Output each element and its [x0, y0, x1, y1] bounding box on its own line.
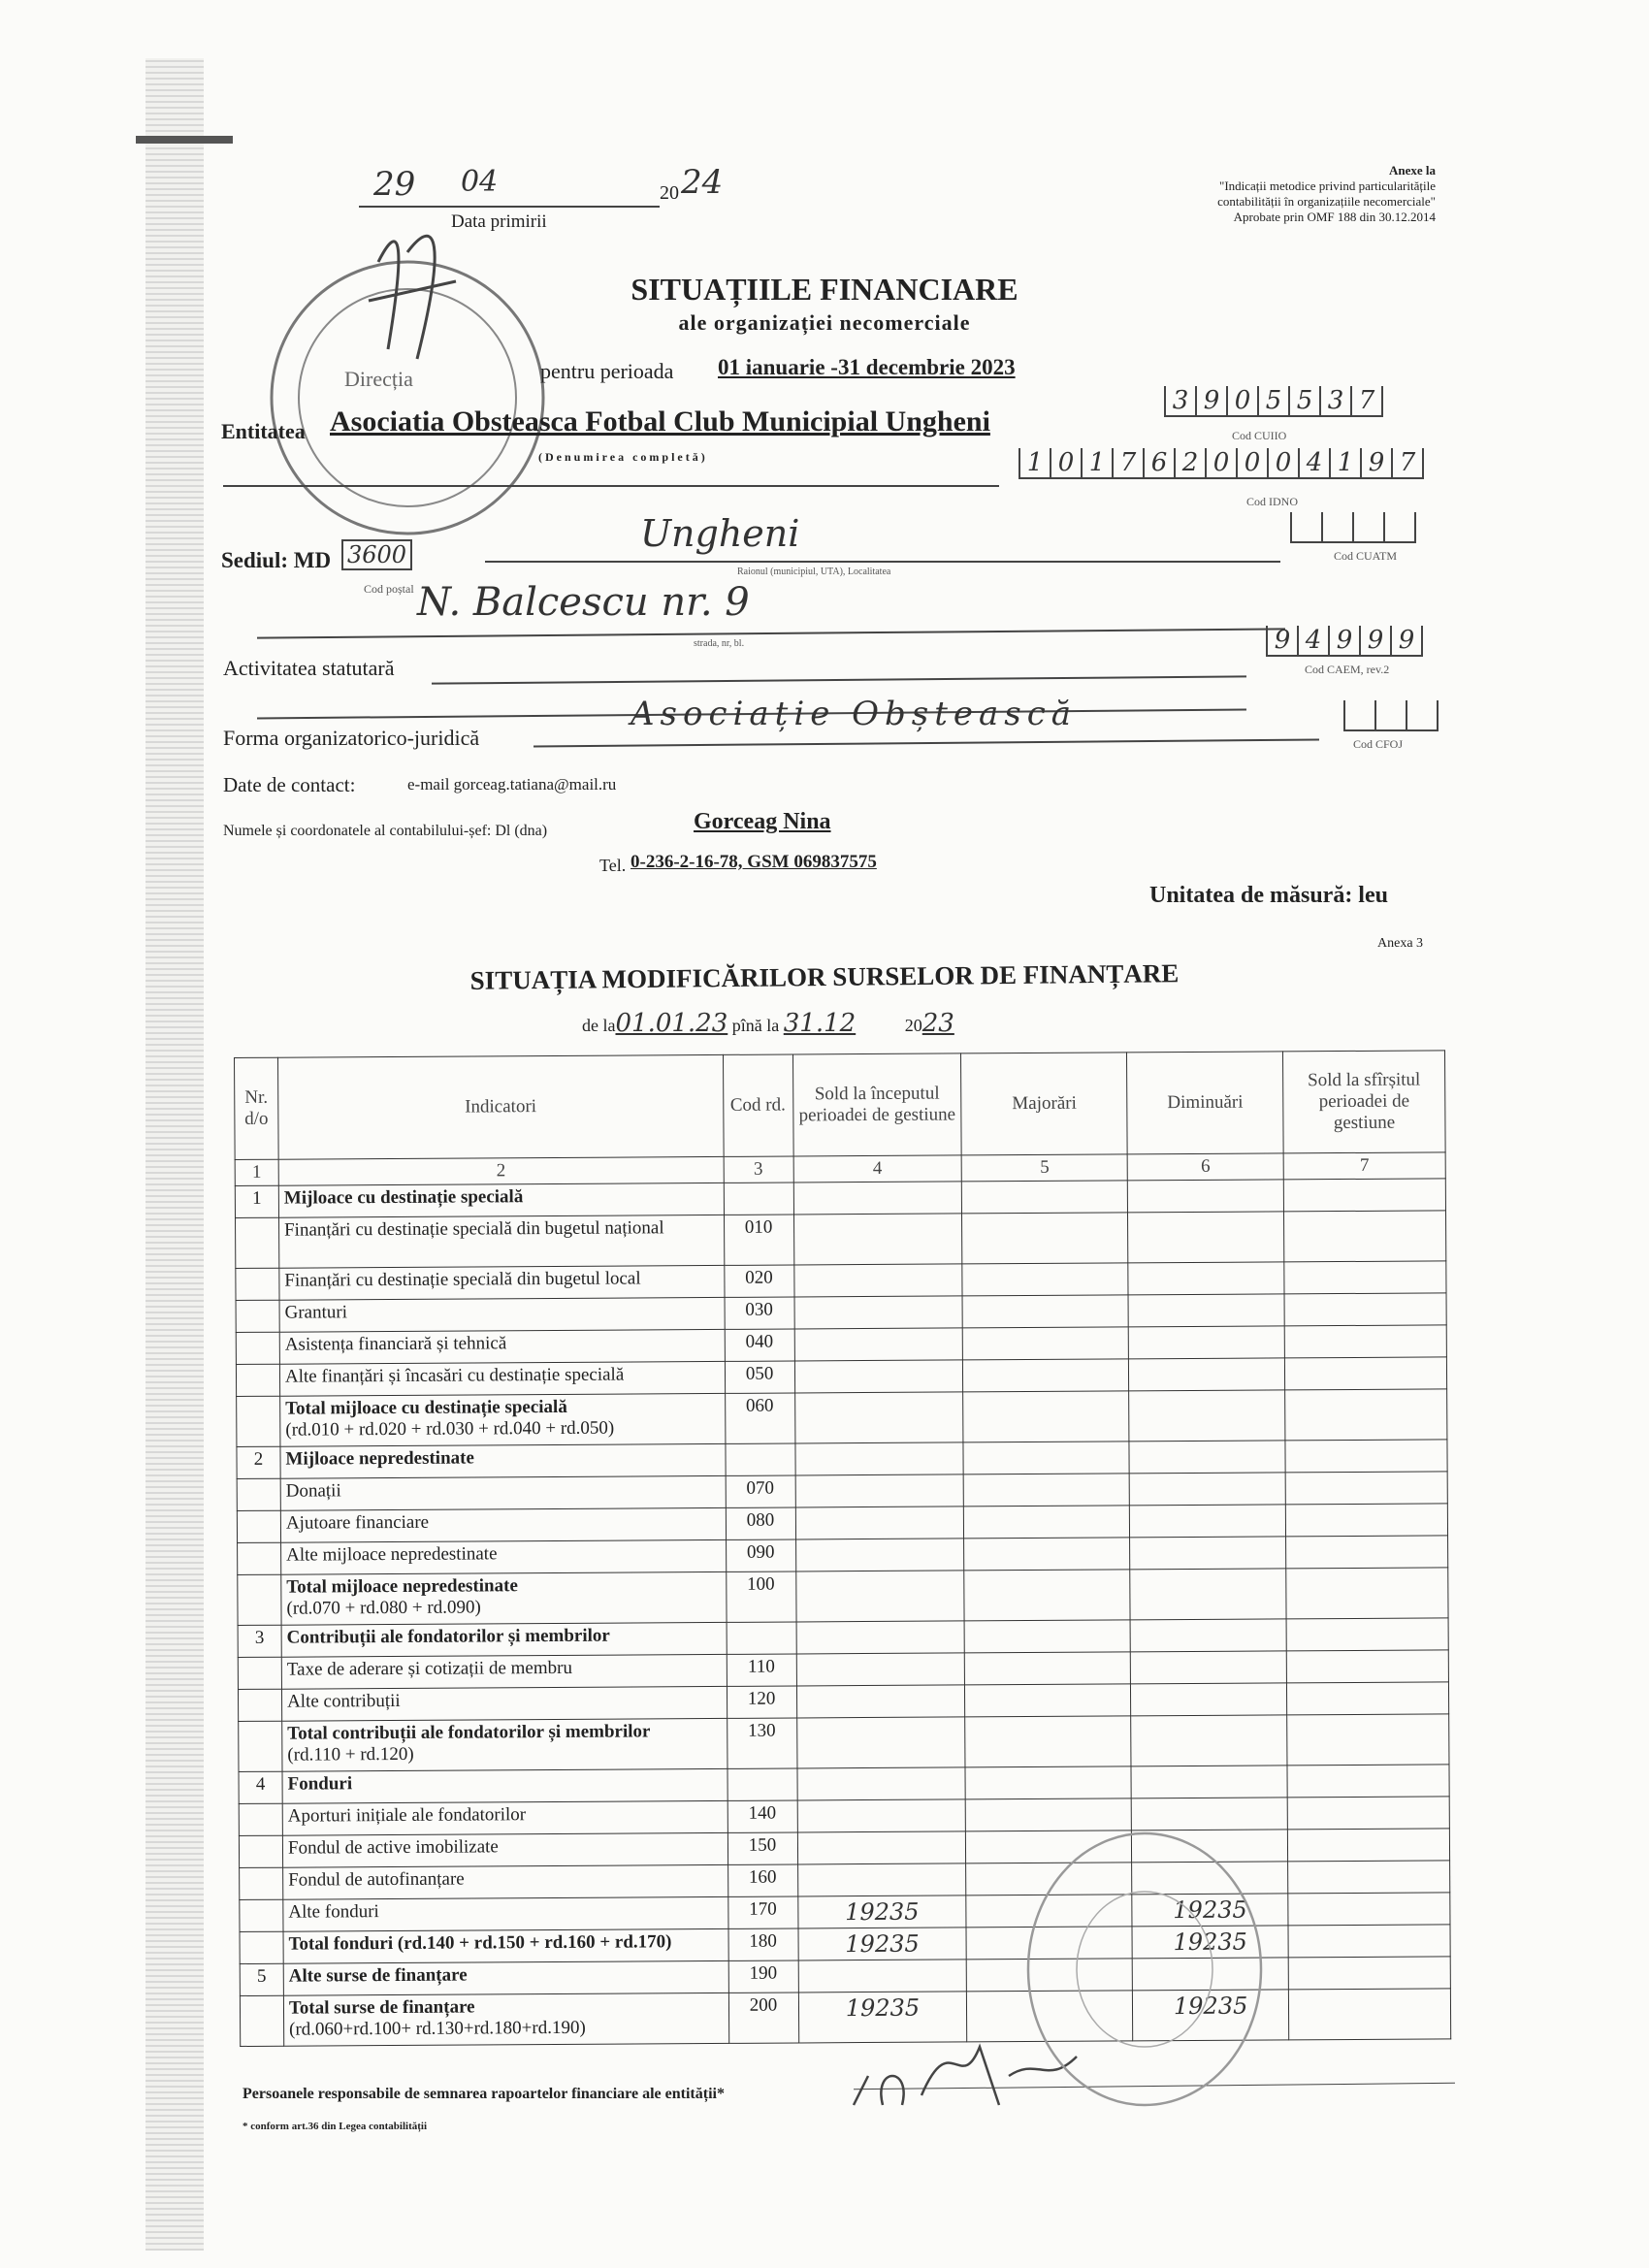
row-code: 100: [726, 1571, 795, 1622]
code-digit: 0: [1205, 448, 1236, 477]
row-number: [240, 1931, 283, 1963]
postal-caption: Cod poștal: [364, 582, 414, 596]
period-value: 01 ianuarie -31 decembrie 2023: [718, 355, 1016, 379]
indicator-label: Finanțări cu destinație specială din bugetul local: [284, 1268, 641, 1291]
value-v4: [797, 1831, 966, 1864]
row-number: [239, 1835, 282, 1867]
value-v4: [798, 1960, 967, 1993]
row-number: 2: [237, 1446, 280, 1478]
indicator-label: Mijloace nepredestinate: [285, 1447, 474, 1470]
value-v4: 19235: [798, 1992, 967, 2043]
indicator-label: Total fonduri (rd.140 + rd.150 + rd.160 + rd.170): [288, 1931, 672, 1955]
row-code: [727, 1622, 796, 1654]
code-digit: 4: [1297, 626, 1328, 655]
value-v6: [1128, 1262, 1284, 1295]
indicator-formula: (rd.110 + rd.120): [287, 1743, 414, 1766]
value-v5: [963, 1391, 1129, 1442]
postal-code: 3600: [341, 539, 412, 570]
value-v4: [796, 1685, 965, 1718]
value-v7: [1286, 1568, 1448, 1619]
value-v7: [1286, 1536, 1448, 1569]
to-label: pînă la: [731, 1016, 780, 1035]
row-number: [238, 1657, 281, 1689]
indicator-label: Alte surse de finanțare: [288, 1964, 468, 1987]
value-v6: [1129, 1390, 1285, 1442]
accountant-name: Gorceag Nina: [694, 809, 831, 834]
value-v4: [797, 1799, 966, 1832]
indicator-label: Alte mijloace nepredestinate: [286, 1543, 498, 1566]
scan-edge-noise: [146, 58, 204, 2251]
statement-period: [582, 1009, 954, 1040]
locality-caption: Raionul (municipiul, UTA), Localitatea: [737, 567, 891, 577]
value-v4: [795, 1474, 964, 1507]
indicator-label: Alte fonduri: [288, 1901, 379, 1923]
row-indicator: [280, 1507, 726, 1542]
contact-label: Date de contact:: [223, 773, 356, 796]
row-code: 010: [724, 1215, 793, 1265]
row-indicator: [282, 1800, 728, 1835]
value-v7: [1288, 1861, 1450, 1894]
header-increases: Majorări: [961, 1053, 1127, 1155]
code-digit: 1: [1329, 448, 1360, 477]
indicator-label: Total mijloace nepredestinate: [286, 1575, 518, 1598]
value-v4: [793, 1214, 962, 1265]
value-v7: [1285, 1472, 1447, 1505]
row-code: 180: [728, 1928, 798, 1960]
header-nr: Nr. d/o: [235, 1057, 279, 1159]
value-v5: [963, 1359, 1129, 1392]
row-indicator: [282, 1832, 728, 1867]
idno-caption: Cod IDNO: [1246, 495, 1298, 508]
value-v5: [964, 1506, 1130, 1539]
value-v5: [962, 1263, 1128, 1296]
organization-stamp: [1018, 1824, 1271, 2115]
row-code: 190: [728, 1960, 798, 1993]
row-indicator: [278, 1183, 724, 1217]
value-v7: [1287, 1765, 1449, 1798]
document-title: SITUAȚIILE FINANCIARE: [630, 272, 1018, 307]
value-v5: [962, 1295, 1128, 1328]
document-subtitle: ale organizației necomerciale: [678, 310, 971, 335]
value-v7: [1283, 1179, 1445, 1212]
value-v4: [794, 1296, 963, 1329]
value-v6: [1129, 1473, 1285, 1506]
indicator-label: Fondul de active imobilizate: [287, 1836, 499, 1859]
row-indicator: [281, 1571, 727, 1625]
value-v6: [1129, 1358, 1285, 1391]
row-number: 4: [239, 1771, 282, 1803]
from-date: 01.01.23: [615, 1009, 728, 1038]
annex-line: contabilității în organizațiile necomerciale": [1217, 194, 1436, 209]
value-v4: 19235: [798, 1928, 967, 1960]
row-indicator: [283, 1896, 728, 1931]
value-v7: [1288, 1893, 1450, 1926]
value-v4: [795, 1507, 964, 1539]
indicator-label: Total mijloace cu destinație specială: [285, 1396, 567, 1419]
year-suffix: 23: [922, 1009, 954, 1038]
value-v6: [1128, 1294, 1284, 1327]
annex-3-label: Anexa 3: [1377, 936, 1424, 951]
row-code: 110: [727, 1654, 796, 1686]
code-digit: 3: [1164, 386, 1195, 415]
value-v4: [797, 1767, 966, 1800]
indicator-label: Taxe de aderare și cotizații de membru: [286, 1657, 572, 1680]
row-indicator: [283, 1993, 728, 2046]
value-v4: [793, 1264, 962, 1297]
value-v7: [1285, 1357, 1447, 1390]
value-v4: [794, 1442, 963, 1475]
year-prefix: 20: [904, 1016, 922, 1035]
value-v7: [1284, 1293, 1446, 1326]
code-digit: 9: [1360, 448, 1391, 477]
value-v5: [962, 1181, 1128, 1214]
code-digit: 0: [1050, 448, 1081, 477]
code-digit: 1: [1018, 448, 1050, 477]
value-v4: 19235: [797, 1895, 966, 1928]
value-v4: [793, 1182, 962, 1215]
col-number: 6: [1127, 1153, 1283, 1181]
value-v7: [1284, 1211, 1446, 1262]
row-indicator: [283, 1864, 728, 1899]
street-caption: strada, nr, bl.: [694, 638, 745, 649]
annex-line: "Indicații metodice privind particularitățile: [1219, 178, 1436, 193]
indicator-formula: (rd.070 + rd.080 + rd.090): [286, 1597, 481, 1619]
value-v7: [1287, 1682, 1449, 1715]
value-v7: [1287, 1829, 1449, 1862]
row-code: 170: [728, 1896, 797, 1928]
entity-name: Asociatia Obsteasca Fotbal Club Municipial Ungheni: [330, 405, 990, 437]
cfoj-code: [1343, 700, 1439, 731]
address-label: Sediul: MD: [221, 548, 332, 572]
annex-line: Aprobate prin OMF 188 din 30.12.2014: [1233, 210, 1436, 224]
value-v6: [1130, 1619, 1286, 1652]
row-indicator: [283, 1928, 728, 1963]
code-digit: 9: [1390, 626, 1423, 655]
indicator-label: Alte finanțări și încasări cu destinație specială: [284, 1364, 625, 1387]
value-v4: [795, 1571, 964, 1622]
row-number: 5: [240, 1963, 283, 1995]
value-v6: [1131, 1715, 1287, 1766]
tel-value: 0-236-2-16-78, GSM 069837575: [630, 852, 877, 872]
date-day: 29: [373, 165, 416, 204]
activity-label: Activitatea statutară: [223, 656, 395, 680]
table-header-row: [235, 1051, 1446, 1160]
row-number: [236, 1332, 279, 1364]
header-decreases: Diminuări: [1127, 1052, 1284, 1154]
value-v4: [794, 1392, 963, 1443]
value-v6: 19235: [1133, 1990, 1289, 2041]
row-indicator: [281, 1654, 727, 1689]
idno-code: [1018, 448, 1424, 479]
row-number: [237, 1510, 280, 1542]
period-label: pentru perioada: [540, 359, 674, 383]
stamp-text: Direcția: [344, 367, 413, 391]
row-number: [236, 1364, 279, 1396]
row-number: [240, 1899, 283, 1931]
indicator-formula: (rd.010 + rd.020 + rd.030 + rd.040 + rd.050): [285, 1417, 615, 1441]
row-indicator: [278, 1215, 724, 1268]
value-v5: [965, 1652, 1131, 1685]
row-indicator: [279, 1265, 725, 1300]
date-month: 04: [461, 165, 499, 199]
row-code: 060: [725, 1393, 794, 1443]
contact-email: e-mail gorceag.tatiana@mail.ru: [407, 775, 617, 794]
code-digit: 0: [1236, 448, 1267, 477]
value-v5: [963, 1327, 1129, 1360]
row-code: 080: [726, 1507, 795, 1539]
row-number: 1: [235, 1185, 278, 1217]
value-v6: [1130, 1651, 1286, 1684]
value-v5: [964, 1620, 1130, 1653]
indicator-label: Contribuții ale fondatorilor și membrilor: [286, 1625, 610, 1648]
row-number: [238, 1542, 281, 1574]
value-v5: [963, 1442, 1129, 1474]
row-number: [236, 1300, 279, 1332]
header-indicators: Indicatori: [277, 1054, 723, 1159]
table-row: [239, 1714, 1449, 1772]
value-v4: [796, 1653, 965, 1686]
table-row: [236, 1211, 1446, 1269]
indicator-label: Total surse de finanțare: [288, 1996, 475, 2019]
row-number: [240, 1867, 283, 1899]
value-v6: [1131, 1683, 1287, 1716]
street: N. Balcescu nr. 9: [417, 580, 750, 625]
value-v7: [1285, 1504, 1447, 1537]
value-v7: [1284, 1261, 1446, 1294]
col-number: 1: [235, 1159, 278, 1185]
header-code: Cod rd.: [723, 1054, 793, 1156]
col-number: 2: [278, 1156, 724, 1185]
col-number: 5: [962, 1154, 1128, 1182]
value-v7: [1287, 1797, 1449, 1830]
value-v6: [1129, 1441, 1285, 1474]
cuiio-caption: Cod CUIIO: [1232, 429, 1287, 442]
footnote: * conform art.36 din Legea contabilității: [242, 2121, 428, 2132]
date-year-prefix: 20: [660, 182, 679, 204]
scan-edge-mark: [136, 136, 233, 144]
value-v6: 19235: [1132, 1894, 1288, 1927]
value-v5: [965, 1716, 1131, 1767]
annex-line: Anexe la: [1388, 163, 1436, 178]
table-row: [237, 1389, 1447, 1447]
caem-code: [1266, 626, 1423, 657]
row-code: [724, 1183, 793, 1215]
value-v6: [1128, 1212, 1284, 1263]
code-digit: 9: [1195, 386, 1226, 415]
value-v6: [1130, 1537, 1286, 1570]
row-indicator: [282, 1718, 728, 1771]
indicator-label: Mijloace cu destinație specială: [283, 1186, 524, 1209]
value-v5: [964, 1538, 1130, 1571]
signers-label: Persoanele responsabile de semnarea rapoartelor financiare ale entității*: [242, 2086, 725, 2102]
row-code: 120: [727, 1686, 796, 1718]
code-digit: 7: [1391, 448, 1424, 477]
value-v6: [1131, 1766, 1287, 1798]
indicator-label: Ajutoare financiare: [285, 1511, 430, 1534]
row-code: 040: [725, 1329, 794, 1361]
indicator-label: Total contribuții ale fondatorilor și membrilor: [287, 1721, 651, 1744]
date-caption: Data primirii: [451, 211, 547, 232]
row-code: [728, 1768, 797, 1800]
code-digit: 2: [1174, 448, 1205, 477]
row-indicator: [281, 1622, 727, 1657]
row-number: [236, 1268, 279, 1300]
row-indicator: [280, 1443, 726, 1478]
value-v7: [1285, 1389, 1447, 1441]
code-digit: 7: [1350, 386, 1383, 415]
row-indicator: [282, 1768, 728, 1803]
annex-reference: [1116, 163, 1436, 225]
row-indicator: [281, 1539, 727, 1574]
value-v7: [1286, 1618, 1448, 1651]
value-v5: [965, 1766, 1131, 1799]
row-number: [237, 1396, 280, 1446]
row-code: 150: [728, 1832, 797, 1864]
row-indicator: [283, 1960, 728, 1995]
value-v7: [1288, 1957, 1450, 1990]
entity-label: Entitatea: [221, 419, 306, 443]
row-code: 050: [725, 1361, 794, 1393]
code-digit: 1: [1081, 448, 1112, 477]
value-v4: [795, 1539, 964, 1571]
code-digit: 9: [1359, 626, 1390, 655]
value-v7: [1288, 1925, 1450, 1958]
code-digit: 5: [1257, 386, 1288, 415]
row-indicator: [280, 1475, 726, 1510]
statement-title: SITUAȚIA MODIFICĂRILOR SURSELOR DE FINANȚARE: [469, 958, 1180, 995]
to-date: 31.12: [783, 1009, 857, 1038]
value-v4: [796, 1717, 965, 1768]
header-opening-balance: Sold la începutul perioadei de gestiune: [792, 1053, 961, 1156]
from-label: de la: [582, 1016, 616, 1035]
cuiio-code: [1164, 386, 1383, 417]
entity-caption: (Denumirea completă): [538, 450, 708, 464]
row-code: 200: [728, 1993, 798, 2043]
row-indicator: [279, 1297, 725, 1332]
caem-caption: Cod CAEM, rev.2: [1305, 663, 1390, 676]
indicator-label: Fonduri: [287, 1773, 353, 1795]
row-code: [726, 1443, 795, 1475]
row-number: [237, 1478, 280, 1510]
measurement-unit: Unitatea de măsură: leu: [1149, 883, 1388, 908]
value-v5: [965, 1684, 1131, 1717]
value-v6: [1130, 1505, 1286, 1538]
code-digit: 3: [1319, 386, 1350, 415]
row-indicator: [281, 1686, 727, 1721]
header-closing-balance: Sold la sfîrșitul perioadei de gestiune: [1283, 1051, 1446, 1153]
row-number: 3: [238, 1625, 281, 1657]
row-indicator: [279, 1361, 725, 1396]
row-code: 160: [728, 1864, 797, 1896]
value-v5: [964, 1474, 1130, 1507]
value-v7: [1284, 1325, 1446, 1358]
code-digit: 4: [1298, 448, 1329, 477]
row-number: [239, 1803, 282, 1835]
cuatm-code: [1290, 512, 1416, 543]
date-year-suffix: 24: [681, 163, 724, 202]
col-number: 3: [724, 1156, 793, 1183]
locality: Ungheni: [640, 512, 800, 555]
value-v7: [1285, 1440, 1447, 1473]
col-number: 7: [1283, 1152, 1445, 1180]
row-number: [236, 1217, 279, 1268]
code-digit: 0: [1267, 448, 1298, 477]
code-digit: 9: [1328, 626, 1359, 655]
row-indicator: [279, 1329, 725, 1364]
value-v7: [1288, 1989, 1450, 2040]
code-digit: 7: [1112, 448, 1143, 477]
value-v7: [1286, 1650, 1448, 1683]
row-code: 140: [728, 1800, 797, 1832]
row-code: 070: [726, 1475, 795, 1507]
row-number: [238, 1574, 281, 1625]
indicator-label: Finanțări cu destinație specială din bugetul național: [284, 1217, 664, 1241]
value-v4: [796, 1621, 965, 1654]
value-v7: [1287, 1714, 1449, 1766]
value-v6: [1128, 1326, 1284, 1359]
row-code: 030: [725, 1297, 794, 1329]
indicator-label: Aporturi inițiale ale fondatorilor: [287, 1804, 527, 1827]
row-code: 020: [724, 1265, 793, 1297]
value-v6: 19235: [1132, 1926, 1288, 1959]
indicator-label: Fondul de autofinanțare: [288, 1868, 465, 1891]
value-v5: [962, 1213, 1128, 1264]
value-v5: [964, 1570, 1130, 1621]
row-code: 090: [726, 1539, 795, 1571]
legal-form-label: Forma organizatorico-juridică: [223, 726, 480, 750]
legal-form-value: Asociație Obștească: [630, 695, 1078, 733]
cuatm-caption: Cod CUATM: [1334, 549, 1398, 563]
indicator-label: Donații: [285, 1480, 341, 1502]
indicator-label: Alte contribuții: [286, 1690, 401, 1712]
code-digit: 9: [1266, 626, 1297, 655]
row-number: [239, 1721, 282, 1771]
row-number: [240, 1995, 283, 2046]
row-code: 130: [727, 1718, 796, 1768]
code-digit: 6: [1143, 448, 1174, 477]
indicator-formula: (rd.060+rd.100+ rd.130+rd.180+rd.190): [289, 2017, 586, 2040]
value-v4: [794, 1328, 963, 1361]
value-v4: [797, 1863, 966, 1896]
code-digit: 5: [1288, 386, 1319, 415]
row-indicator: [280, 1393, 726, 1446]
value-v4: [794, 1360, 963, 1393]
indicator-label: Asistența financiară și tehnică: [284, 1333, 507, 1355]
value-v6: [1130, 1569, 1286, 1620]
indicator-label: Granturi: [284, 1302, 348, 1323]
table-row: [238, 1568, 1448, 1626]
row-number: [238, 1689, 281, 1721]
accountant-label: Numele și coordonatele al contabilului-șef: Dl (dna): [223, 823, 548, 839]
tel-label: Tel.: [599, 856, 627, 875]
cfoj-caption: Cod CFOJ: [1353, 737, 1404, 751]
col-number: 4: [793, 1155, 962, 1183]
value-v6: [1128, 1180, 1284, 1213]
code-digit: 0: [1226, 386, 1257, 415]
